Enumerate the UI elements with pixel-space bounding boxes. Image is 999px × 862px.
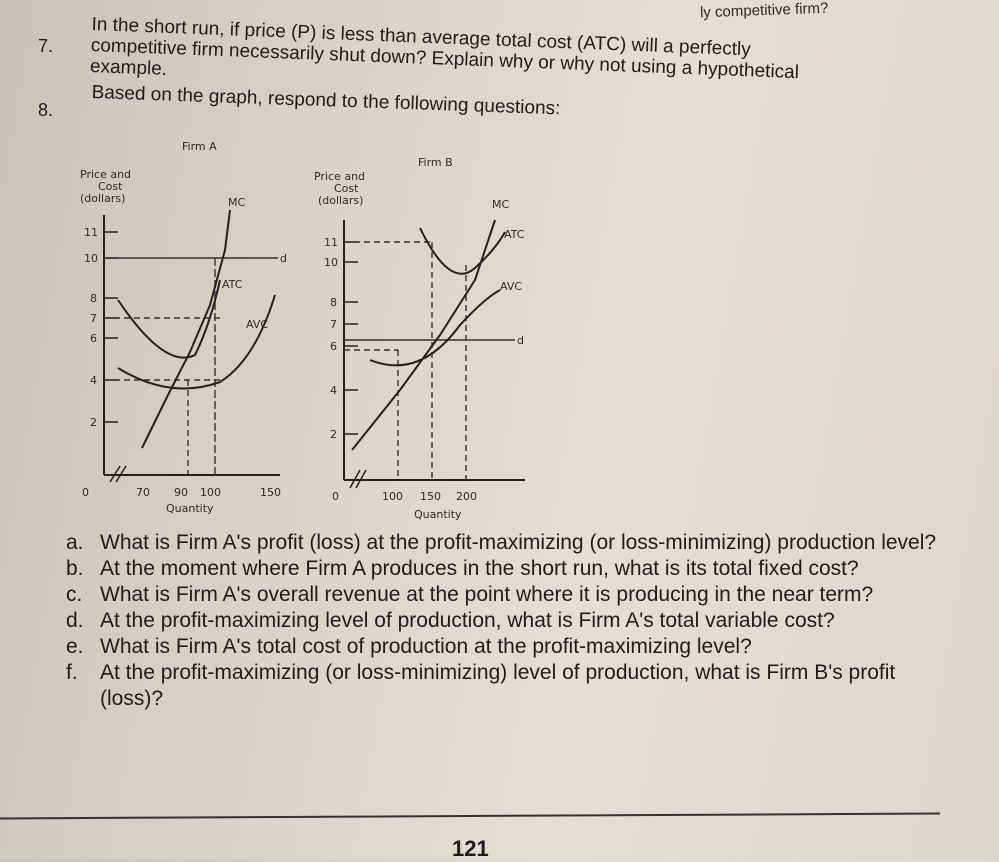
question-7-number: 7. <box>38 36 54 56</box>
question-c <box>66 582 946 608</box>
firm-a-title: Firm A <box>182 140 217 153</box>
question-list <box>66 530 946 712</box>
firm-b-graph <box>310 150 550 525</box>
firm-a-ytick-10: 10 <box>84 252 98 265</box>
firm-b-demand-label: d <box>517 334 524 347</box>
firm-b-xtick-200: 200 <box>456 490 477 503</box>
question-f-label: f. <box>66 661 78 684</box>
firm-a-xlabel: Quantity <box>166 502 214 515</box>
firm-a-avc-label: AVC <box>246 318 269 331</box>
firm-a-ytick-7: 7 <box>90 312 97 325</box>
question-7-text: In the short run, if price (P) is less than average total cost (ATC) will a perfectly competitive firm necessarily shut down? Explain why or why not using a hypothetical example. <box>89 14 800 84</box>
question-d-label: d. <box>66 609 84 632</box>
firm-a-xtick-90: 90 <box>174 486 188 499</box>
firm-b-mc-curve <box>352 220 495 450</box>
question-d <box>66 608 946 634</box>
firm-b-ytick-2: 2 <box>330 428 337 441</box>
firm-a-xtick-150: 150 <box>260 486 281 499</box>
question-a <box>66 530 946 556</box>
firm-b-ytick-6: 6 <box>330 340 337 353</box>
firm-b-ytick-8: 8 <box>330 296 337 309</box>
question-b-label: b. <box>66 557 84 580</box>
page-number: 121 <box>452 836 489 861</box>
firm-b-ytick-4: 4 <box>330 384 337 397</box>
page-rule <box>0 813 940 820</box>
question-a-label: a. <box>66 531 84 554</box>
firm-b-xlabel: Quantity <box>414 508 462 521</box>
firm-a-mc-curve <box>142 210 230 448</box>
firm-b-ylabel-3: (dollars) <box>318 194 364 207</box>
firm-a-ytick-4: 4 <box>90 374 97 387</box>
firm-a-avc-curve <box>118 295 275 388</box>
firm-a-xtick-70: 70 <box>136 486 150 499</box>
firm-b-avc-label: AVC <box>500 280 523 293</box>
question-f <box>66 660 946 712</box>
firm-b-ylabel-2: Cost <box>334 182 359 195</box>
firm-b-atc-label: ATC <box>504 228 525 241</box>
firm-a-demand-label: d <box>280 252 287 265</box>
firm-a-atc-label: ATC <box>222 278 243 291</box>
firm-b-ytick-10: 10 <box>324 256 338 269</box>
firm-b-xtick-100: 100 <box>382 490 403 503</box>
firm-b-avc-curve <box>370 290 500 365</box>
firm-a-ytick-11: 11 <box>84 226 98 239</box>
firm-a-ytick-6: 6 <box>90 332 97 345</box>
firm-a-ylabel-2: Cost <box>98 180 123 193</box>
firm-b-atc-curve <box>420 228 505 274</box>
firm-a-ytick-2: 2 <box>90 416 97 429</box>
question-8-number: 8. <box>38 100 54 120</box>
question-d-text: At the profit-maximizing level of production, what is Firm A's total variable cost? <box>100 609 835 632</box>
question-e-label: e. <box>66 635 84 658</box>
firm-a-xtick-100: 100 <box>200 486 221 499</box>
question-f-text: At the profit-maximizing (or loss-minimizing) level of production, what is Firm B's profit (loss)? <box>100 661 896 710</box>
firm-b-ytick-11: 11 <box>324 236 338 249</box>
firm-b-ytick-7: 7 <box>330 318 337 331</box>
firm-b-xtick-150: 150 <box>420 490 441 503</box>
firm-b-xtick-0: 0 <box>332 490 339 503</box>
question-e-text: What is Firm A's total cost of production at the profit-maximizing level? <box>100 635 752 658</box>
firm-a-xtick-0: 0 <box>82 486 89 499</box>
question-c-text: What is Firm A's overall revenue at the point where it is producing in the near term? <box>100 583 874 606</box>
previous-question-fragment: ly competitive firm? <box>699 0 829 22</box>
firm-a-ytick-8: 8 <box>90 292 97 305</box>
firm-a-graph <box>70 130 310 525</box>
firm-b-mc-label: MC <box>492 198 510 211</box>
question-8-text: Based on the graph, respond to the following questions: <box>91 82 561 120</box>
question-b-text: At the moment where Firm A produces in the short run, what is its total fixed cost? <box>100 557 859 580</box>
question-a-text: What is Firm A's profit (loss) at the profit-maximizing (or loss-minimizing) production level? <box>100 531 937 554</box>
firm-a-mc-label: MC <box>228 196 246 209</box>
firm-b-title: Firm B <box>418 156 453 169</box>
firm-a-ylabel-1: Price and <box>80 168 132 181</box>
question-e <box>66 634 946 660</box>
firm-b-ylabel-1: Price and <box>314 170 366 183</box>
question-b <box>66 556 946 582</box>
question-c-label: c. <box>66 583 83 606</box>
firm-a-ylabel-3: (dollars) <box>80 192 126 205</box>
